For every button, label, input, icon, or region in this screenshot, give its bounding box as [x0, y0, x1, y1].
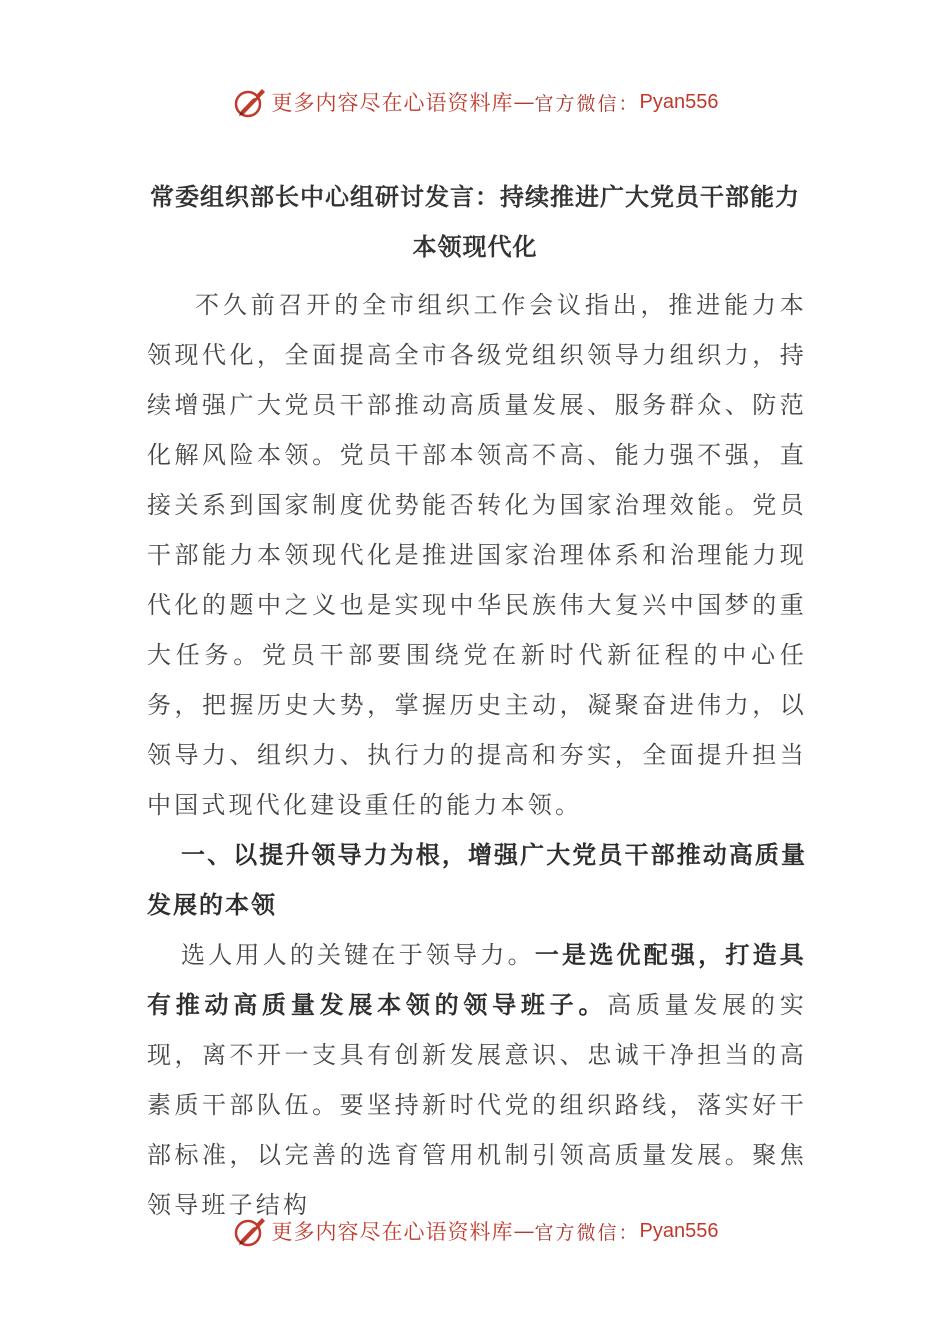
document-title: 常委组织部长中心组研讨发言：持续推进广大党员干部能力本领现代化: [150, 182, 800, 261]
section-heading-1: 一、以提升领导力为根，增强广大党员干部推动高质量发展的本领: [147, 840, 807, 919]
banner-brand: 更多内容尽在心语资料库: [271, 1220, 514, 1244]
banner-wechat-id: Pyan556: [639, 1219, 719, 1242]
paragraph-section-1: [147, 930, 807, 1230]
paragraph-rest: 高质量发展的实现，离不开一支具有创新发展意识、忠诚干净担当的高素质干部队伍。要坚持新时代党的组织路线，落实好干部标准，以完善的选育管用机制引领高质量发展。聚焦领导班子结构: [147, 991, 807, 1219]
banner-wechat-id: Pyan556: [639, 90, 719, 113]
banner-wechat-label: 官方微信：: [534, 1221, 640, 1244]
banner-brand: 更多内容尽在心语资料库: [271, 91, 514, 115]
pen-logo-icon: [232, 84, 268, 120]
paragraph-intro: 不久前召开的全市组织工作会议指出，推进能力本领现代化，全面提高全市各级党组织领导力组织力，持续增强广大党员干部推动高质量发展、服务群众、防范化解风险本领。党员干部本领高不高、能力强不强，直接关系到国家制度优势能否转化为国家治理效能。党员干部能力本领现代化是推进国家治理体系和治理能力现代化的题中之义也是实现中华民族伟大复兴中国梦的重大任务。党员干部要围绕党在新时代新征程的中心任务，把握历史大势，掌握历史主动，凝聚奋进伟力，以领导力、组织力、执行力的提高和夯实，全面提升担当中国式现代化建设重任的能力本领。: [147, 291, 807, 819]
banner-wechat-label: 官方微信：: [534, 92, 640, 115]
paragraph-lead: 选人用人的关键在于领导力。: [181, 941, 535, 969]
banner-separator: —: [513, 90, 535, 114]
footer-banner: [0, 1211, 950, 1251]
header-banner: [0, 82, 950, 122]
pen-logo-icon: [232, 1213, 268, 1249]
paragraph-bold-point: 一是选优配强，打造具有推动高质量发展本领的领导班子。: [147, 940, 808, 1019]
banner-separator: —: [513, 1219, 535, 1243]
